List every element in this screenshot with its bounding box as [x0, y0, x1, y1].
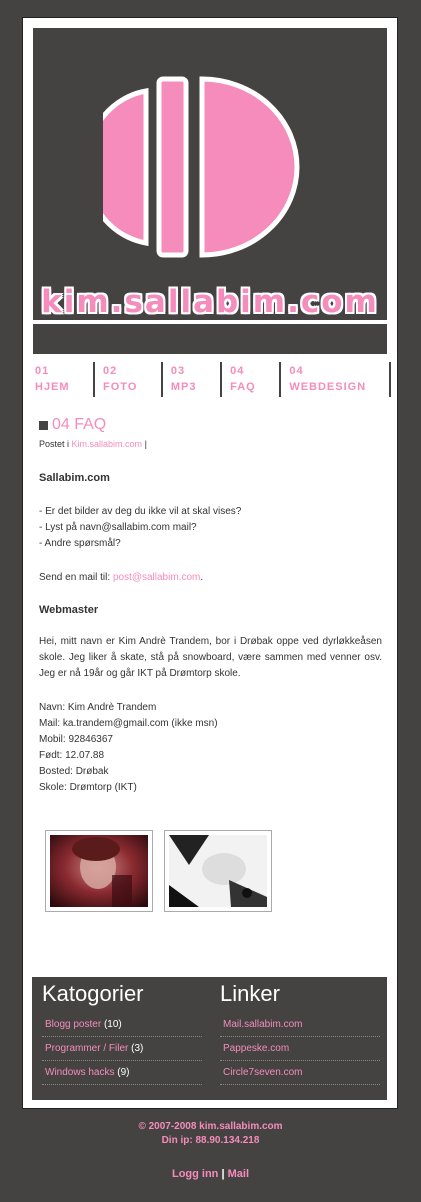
- external-link[interactable]: Pappeske.com: [223, 1043, 290, 1054]
- category-count: (9): [117, 1067, 130, 1078]
- post-meta-prefix: Postet i: [39, 439, 70, 449]
- category-link[interactable]: Programmer / Filer: [45, 1043, 129, 1054]
- links-title: Linker: [220, 981, 280, 1006]
- faq-line: - Lyst på navn@sallabim.com mail?: [39, 522, 197, 533]
- mail-line: [39, 570, 382, 586]
- section-heading-sallabim: Sallabim.com: [39, 472, 110, 484]
- info-line: Født: 12.07.88: [39, 750, 105, 761]
- photo-snowboard-image: [169, 835, 267, 907]
- category-item: [42, 1063, 202, 1085]
- faq-line: - Er det bilder av deg du ikke vil at skal vises?: [39, 506, 242, 517]
- nav-item-foto[interactable]: 02 FOTO: [101, 362, 163, 397]
- categories-column: [42, 981, 202, 1087]
- faq-list: [39, 504, 382, 552]
- category-count: (10): [103, 1019, 122, 1030]
- section-heading-webmaster: Webmaster: [39, 604, 99, 616]
- footer-links: [0, 1168, 421, 1180]
- bio-paragraph: Hei, mitt navn er Kim Andrè Trandem, bor i Drøbak oppe ved dyrløkkeåsen skole. Jeg liker å skate, stå på snowboard, være sammen med venner osv. Jeg er nå 19år og går IKT på Drømtorp skole.: [39, 636, 382, 679]
- footer-separator: |: [221, 1168, 225, 1180]
- copyright-text: © 2007-2008 kim.sallabim.com: [138, 1121, 283, 1132]
- logo-icon: [103, 72, 318, 262]
- post-title-row: [39, 416, 382, 434]
- sidebar-panel: [32, 977, 387, 1100]
- photo-portrait-image: [50, 835, 148, 907]
- info-list: [39, 700, 382, 796]
- categories-list: [42, 1015, 202, 1085]
- nav-item-hjem[interactable]: 01 HJEM: [33, 362, 95, 397]
- links-column: [220, 981, 380, 1087]
- info-line: Mail: ka.trandem@gmail.com (ikke msn): [39, 718, 218, 729]
- post-category-link[interactable]: Kim.sallabim.com: [71, 439, 143, 449]
- ip-text: Din ip: 88.90.134.218: [161, 1135, 260, 1146]
- title-bullet-icon: [39, 421, 48, 430]
- link-item: [220, 1063, 380, 1085]
- category-link[interactable]: Blogg poster: [45, 1019, 102, 1030]
- site-header: [33, 28, 387, 354]
- photo-thumbnail-2[interactable]: [164, 830, 272, 912]
- external-link[interactable]: Mail.sallabim.com: [223, 1019, 303, 1030]
- login-link[interactable]: Logg inn: [171, 1168, 219, 1180]
- nav-item-faq[interactable]: 04 FAQ: [228, 362, 281, 397]
- mail-suffix: .: [200, 572, 204, 583]
- category-item: [42, 1039, 202, 1061]
- site-logo-text[interactable]: kim.sallabim.com: [41, 284, 379, 320]
- info-line: Navn: Kim Andrè Trandem: [39, 702, 157, 713]
- link-item: [220, 1039, 380, 1061]
- faq-line: - Andre spørsmål?: [39, 538, 121, 549]
- mail-prefix: Send en mail til:: [39, 572, 111, 583]
- post-meta-suffix: |: [144, 439, 147, 449]
- external-link[interactable]: Circle7seven.com: [223, 1067, 303, 1078]
- mail-link[interactable]: post@sallabim.com: [112, 572, 201, 583]
- post-meta: [39, 439, 382, 449]
- main-nav: [33, 362, 397, 397]
- categories-title: Katogorier: [42, 981, 144, 1006]
- site-footer: [0, 1120, 421, 1148]
- post-content: [39, 416, 382, 796]
- info-line: Mobil: 92846367: [39, 734, 113, 745]
- header-divider: [33, 320, 387, 324]
- info-line: Skole: Drømtorp (IKT): [39, 782, 137, 793]
- photo-thumbnail-1[interactable]: [45, 830, 153, 912]
- info-line: Bosted: Drøbak: [39, 766, 109, 777]
- photo-gallery: [45, 830, 272, 912]
- post-title[interactable]: 04 FAQ: [52, 416, 107, 433]
- category-item: [42, 1015, 202, 1037]
- category-count: (3): [131, 1043, 144, 1054]
- link-item: [220, 1015, 380, 1037]
- links-list: [220, 1015, 380, 1085]
- category-link[interactable]: Windows hacks: [45, 1067, 115, 1078]
- nav-item-webdesign[interactable]: 04 WEBDESIGN: [287, 362, 391, 397]
- page-container: [22, 17, 398, 1109]
- mail-footer-link[interactable]: Mail: [227, 1168, 250, 1180]
- nav-item-mp3[interactable]: 03 MP3: [169, 362, 222, 397]
